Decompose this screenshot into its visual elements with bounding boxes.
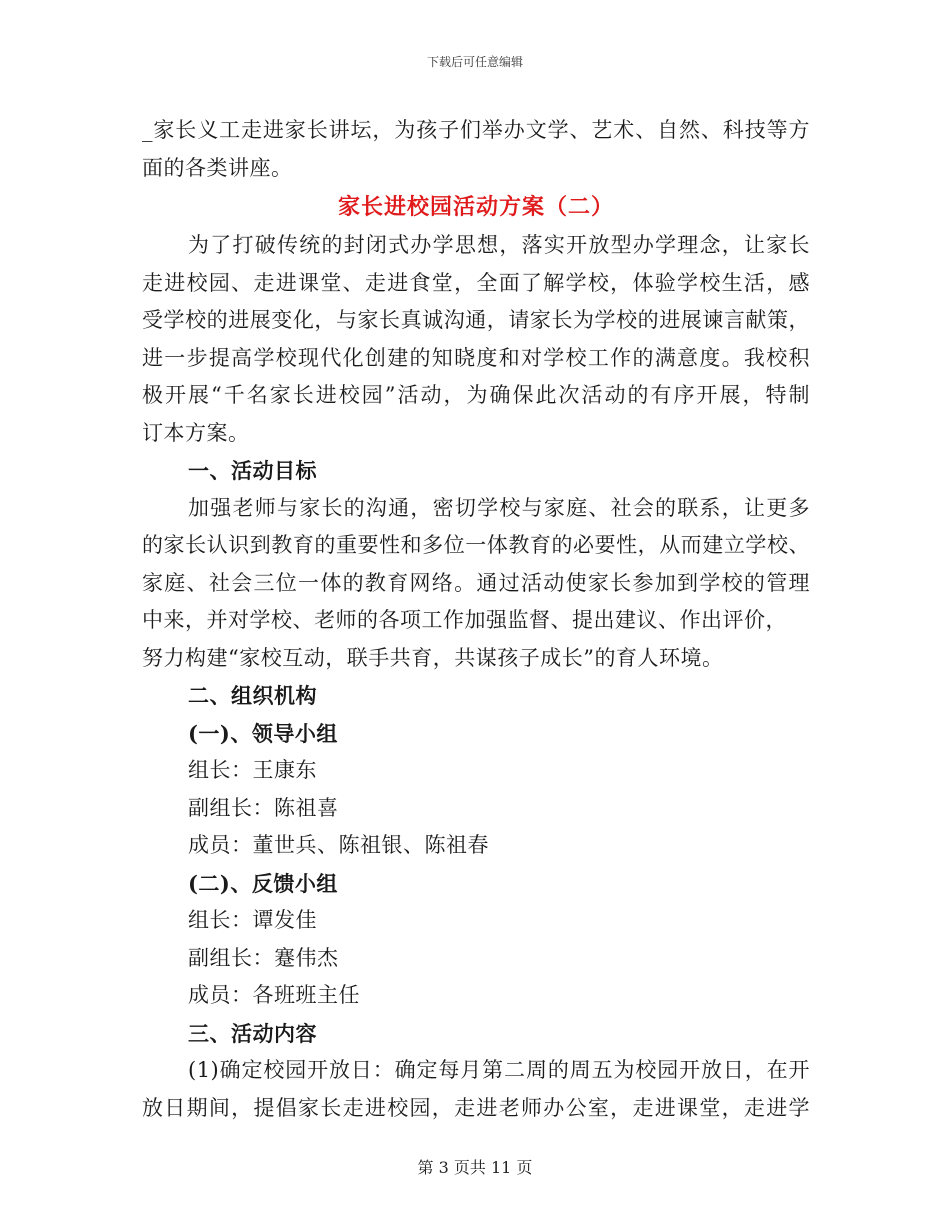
group-members: 成员：各班班主任 [188,983,360,1007]
paragraph-line: 努力构建“家校互动，联手共育，共谋孩子成长”的育人环境。 [142,645,724,670]
section-heading: 三、活动内容 [188,1020,317,1046]
subsection-heading: (一)、领导小组 [188,720,338,746]
document-title: 家长进校园活动方案（二） [337,194,614,220]
paragraph-line: 受学校的进展变化，与家长真诚沟通，请家长为学校的进展谏言献策， [142,308,810,332]
paragraph-line: 极开展“千名家长进校园”活动，为确保此次活动的有序开展，特制 [142,383,810,407]
paragraph-line: 走进校园、走进课堂、走进食堂，全面了解学校，体验学校生活，感 [142,270,810,295]
page-content [142,112,810,1127]
section-heading: 二、组织机构 [188,683,317,708]
paragraph-line: 为了打破传统的封闭式办学思想，落实开放型办学理念，让家长 [188,233,810,257]
group-members: 成员：董世兵、陈祖银、陈祖春 [188,833,489,857]
section-heading: 一、活动目标 [188,458,317,483]
page-footer: 第 3 页共 11 页 [417,1158,533,1177]
paragraph-line: (1)确定校园开放日：确定每月第二周的周五为校园开放日，在开 [188,1058,810,1082]
paragraph-line: _家长义工走进家长讲坛，为孩子们举办文学、艺术、自然、科技等方 [142,118,810,142]
paragraph-line: 面的各类讲座。 [142,155,293,180]
group-leader: 组长：王康东 [188,758,317,782]
paragraph-line: 家庭、社会三位一体的教育网络。通过活动使家长参加到学校的管理 [142,570,810,595]
page-header: 下载后可任意编辑 [426,55,523,69]
paragraph-line: 的家长认识到教育的重要性和多位一体教育的必要性，从而建立学校、 [142,533,810,557]
subsection-heading: (二)、反馈小组 [188,870,338,896]
group-leader: 组长：谭发佳 [188,908,317,932]
paragraph-line: 放日期间，提倡家长走进校园，走进老师办公室，走进课堂，走进学 [142,1095,810,1120]
paragraph-line: 加强老师与家长的沟通，密切学校与家庭、社会的联系，让更多 [188,495,810,520]
group-deputy: 副组长：陈祖喜 [188,795,339,820]
paragraph-line: 进一步提高学校现代化创建的知晓度和对学校工作的满意度。我校积 [142,345,810,370]
group-deputy: 副组长：蹇伟杰 [188,945,339,970]
paragraph-line: 中来，并对学校、老师的各项工作加强监督、提出建议、作出评价， [142,608,787,632]
paragraph-line: 订本方案。 [142,420,250,445]
